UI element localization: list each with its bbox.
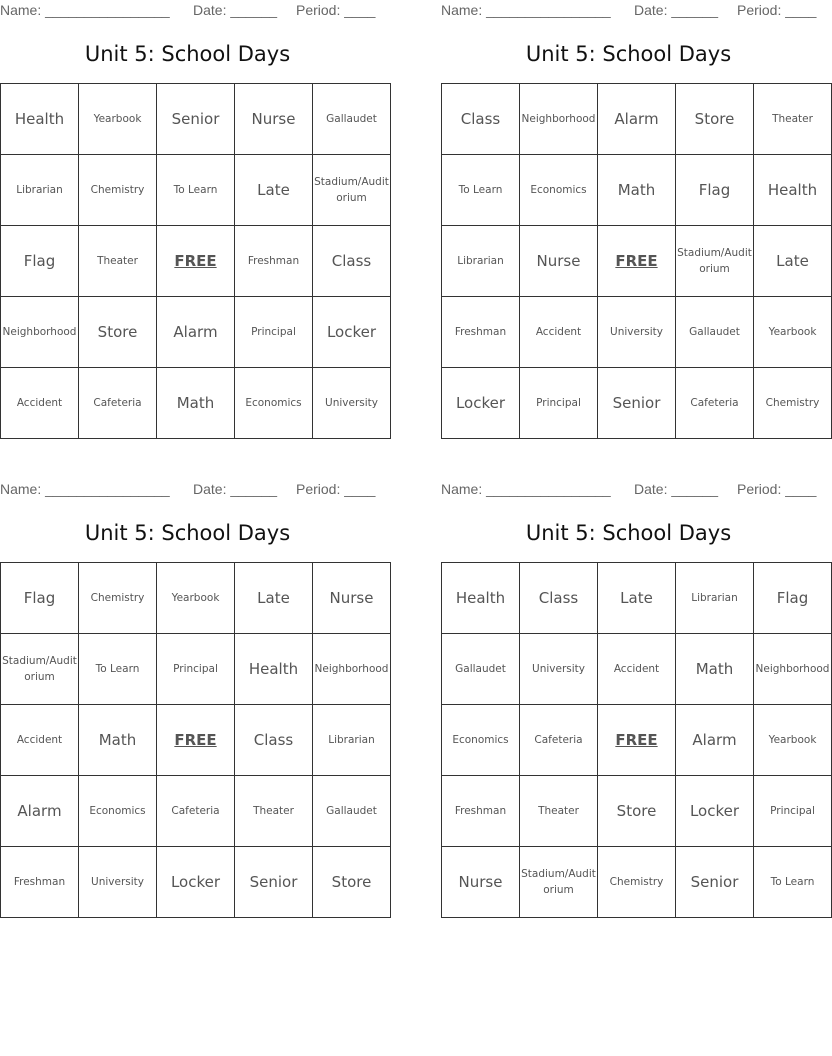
period-label: Period: ____ bbox=[296, 481, 376, 497]
bingo-row bbox=[1, 368, 391, 439]
bingo-cell: Neighborhood bbox=[1, 297, 79, 368]
bingo-row bbox=[1, 84, 391, 155]
bingo-row bbox=[442, 634, 832, 705]
bingo-row bbox=[1, 155, 391, 226]
bingo-cell: Flag bbox=[1, 226, 79, 297]
bingo-cell: Theater bbox=[79, 226, 157, 297]
bingo-cell: Accident bbox=[1, 705, 79, 776]
bingo-cell: Theater bbox=[520, 776, 598, 847]
card-title: Unit 5: School Days bbox=[84, 521, 291, 545]
bingo-cell: Store bbox=[79, 297, 157, 368]
bingo-cell: Flag bbox=[676, 155, 754, 226]
bingo-cell: Principal bbox=[157, 634, 235, 705]
bingo-row bbox=[442, 368, 832, 439]
bingo-cell: Gallaudet bbox=[313, 84, 391, 155]
bingo-cell: Senior bbox=[235, 847, 313, 918]
bingo-cell: Late bbox=[598, 563, 676, 634]
bingo-grid bbox=[441, 83, 832, 439]
bingo-cell: Health bbox=[442, 563, 520, 634]
bingo-cell: Stadium/Auditorium bbox=[1, 634, 79, 705]
header-line bbox=[0, 0, 375, 22]
bingo-cell: Health bbox=[1, 84, 79, 155]
card-title: Unit 5: School Days bbox=[525, 521, 732, 545]
bingo-cell: Cafeteria bbox=[520, 705, 598, 776]
bingo-cell: Store bbox=[676, 84, 754, 155]
bingo-cell: Math bbox=[157, 368, 235, 439]
bingo-cell: Class bbox=[313, 226, 391, 297]
bingo-cell: Alarm bbox=[157, 297, 235, 368]
period-label: Period: ____ bbox=[737, 481, 817, 497]
bingo-cell: Chemistry bbox=[754, 368, 832, 439]
bingo-row bbox=[442, 847, 832, 918]
bingo-cell: Cafeteria bbox=[157, 776, 235, 847]
bingo-cell: Stadium/Auditorium bbox=[676, 226, 754, 297]
bingo-cell: Nurse bbox=[442, 847, 520, 918]
bingo-cell: Gallaudet bbox=[313, 776, 391, 847]
bingo-cell: Math bbox=[676, 634, 754, 705]
bingo-cell: Late bbox=[754, 226, 832, 297]
bingo-cell: Economics bbox=[520, 155, 598, 226]
bingo-cell: Nurse bbox=[235, 84, 313, 155]
bingo-row bbox=[442, 776, 832, 847]
date-label: Date: ______ bbox=[634, 2, 719, 18]
bingo-cell: Gallaudet bbox=[676, 297, 754, 368]
bingo-cell: Theater bbox=[754, 84, 832, 155]
bingo-row bbox=[442, 226, 832, 297]
bingo-cell: Gallaudet bbox=[442, 634, 520, 705]
name-label: Name: ________________ bbox=[0, 2, 170, 18]
period-label: Period: ____ bbox=[296, 2, 376, 18]
bingo-cell: Principal bbox=[235, 297, 313, 368]
bingo-cell: University bbox=[313, 368, 391, 439]
bingo-cell: To Learn bbox=[79, 634, 157, 705]
bingo-cell: University bbox=[520, 634, 598, 705]
bingo-cell: Class bbox=[442, 84, 520, 155]
bingo-cell: Librarian bbox=[442, 226, 520, 297]
bingo-cell: Freshman bbox=[1, 847, 79, 918]
bingo-row bbox=[442, 563, 832, 634]
bingo-cell: Health bbox=[754, 155, 832, 226]
bingo-cell: Class bbox=[235, 705, 313, 776]
card-title: Unit 5: School Days bbox=[525, 42, 732, 66]
bingo-cell: Librarian bbox=[313, 705, 391, 776]
bingo-cell: Nurse bbox=[520, 226, 598, 297]
bingo-cell: Theater bbox=[235, 776, 313, 847]
bingo-row bbox=[1, 563, 391, 634]
bingo-row bbox=[1, 847, 391, 918]
free-space: FREE bbox=[598, 226, 676, 297]
free-space: FREE bbox=[157, 705, 235, 776]
name-label: Name: ________________ bbox=[0, 481, 170, 497]
bingo-cell: Neighborhood bbox=[313, 634, 391, 705]
bingo-cell: Accident bbox=[1, 368, 79, 439]
bingo-cell: Freshman bbox=[442, 297, 520, 368]
bingo-cell: Stadium/Auditorium bbox=[313, 155, 391, 226]
bingo-cell: To Learn bbox=[442, 155, 520, 226]
bingo-grid bbox=[441, 562, 832, 918]
bingo-row bbox=[442, 297, 832, 368]
bingo-cell: Math bbox=[598, 155, 676, 226]
header-line bbox=[441, 0, 816, 22]
bingo-cell: Chemistry bbox=[79, 155, 157, 226]
bingo-cell: Locker bbox=[676, 776, 754, 847]
free-space: FREE bbox=[598, 705, 676, 776]
bingo-cell: Locker bbox=[313, 297, 391, 368]
bingo-cell: Principal bbox=[520, 368, 598, 439]
bingo-cell: Store bbox=[313, 847, 391, 918]
bingo-cell: Neighborhood bbox=[754, 634, 832, 705]
bingo-cell: University bbox=[598, 297, 676, 368]
bingo-cell: Economics bbox=[442, 705, 520, 776]
bingo-cell: University bbox=[79, 847, 157, 918]
bingo-cell: Locker bbox=[157, 847, 235, 918]
bingo-row bbox=[1, 297, 391, 368]
bingo-cell: Senior bbox=[157, 84, 235, 155]
bingo-row bbox=[442, 705, 832, 776]
bingo-cell: Freshman bbox=[442, 776, 520, 847]
bingo-cell: Nurse bbox=[313, 563, 391, 634]
bingo-cell: Health bbox=[235, 634, 313, 705]
bingo-cell: Yearbook bbox=[79, 84, 157, 155]
date-label: Date: ______ bbox=[634, 481, 719, 497]
bingo-cell: Stadium/Auditorium bbox=[520, 847, 598, 918]
header-line bbox=[0, 479, 375, 501]
bingo-row bbox=[442, 84, 832, 155]
bingo-card-2 bbox=[441, 0, 820, 440]
name-label: Name: ________________ bbox=[441, 481, 611, 497]
bingo-row bbox=[1, 634, 391, 705]
bingo-cell: Locker bbox=[442, 368, 520, 439]
free-space: FREE bbox=[157, 226, 235, 297]
bingo-cell: To Learn bbox=[157, 155, 235, 226]
bingo-card-3 bbox=[0, 479, 389, 919]
bingo-cell: Yearbook bbox=[754, 297, 832, 368]
header-line bbox=[441, 479, 816, 501]
bingo-cell: Math bbox=[79, 705, 157, 776]
bingo-grid bbox=[0, 562, 391, 918]
bingo-cell: Chemistry bbox=[598, 847, 676, 918]
bingo-row bbox=[1, 705, 391, 776]
bingo-cell: Alarm bbox=[1, 776, 79, 847]
bingo-cell: Store bbox=[598, 776, 676, 847]
bingo-cell: Class bbox=[520, 563, 598, 634]
bingo-cell: Economics bbox=[79, 776, 157, 847]
bingo-cell: Accident bbox=[520, 297, 598, 368]
bingo-row bbox=[1, 226, 391, 297]
bingo-cell: To Learn bbox=[754, 847, 832, 918]
period-label: Period: ____ bbox=[737, 2, 817, 18]
bingo-card-4 bbox=[441, 479, 830, 919]
date-label: Date: ______ bbox=[193, 481, 278, 497]
bingo-grid bbox=[0, 83, 391, 439]
bingo-cell: Late bbox=[235, 563, 313, 634]
bingo-row bbox=[442, 155, 832, 226]
bingo-cell: Librarian bbox=[676, 563, 754, 634]
bingo-cell: Flag bbox=[1, 563, 79, 634]
bingo-cell: Cafeteria bbox=[79, 368, 157, 439]
bingo-card-1 bbox=[0, 0, 389, 440]
bingo-cell: Librarian bbox=[1, 155, 79, 226]
bingo-cell: Yearbook bbox=[754, 705, 832, 776]
bingo-cell: Principal bbox=[754, 776, 832, 847]
card-title: Unit 5: School Days bbox=[84, 42, 291, 66]
date-label: Date: ______ bbox=[193, 2, 278, 18]
bingo-cell: Accident bbox=[598, 634, 676, 705]
bingo-cell: Flag bbox=[754, 563, 832, 634]
bingo-cell: Economics bbox=[235, 368, 313, 439]
bingo-cell: Senior bbox=[598, 368, 676, 439]
bingo-cell: Neighborhood bbox=[520, 84, 598, 155]
bingo-cell: Yearbook bbox=[157, 563, 235, 634]
bingo-cell: Freshman bbox=[235, 226, 313, 297]
bingo-cell: Alarm bbox=[598, 84, 676, 155]
bingo-cell: Cafeteria bbox=[676, 368, 754, 439]
bingo-cell: Late bbox=[235, 155, 313, 226]
bingo-cell: Senior bbox=[676, 847, 754, 918]
bingo-cell: Alarm bbox=[676, 705, 754, 776]
bingo-row bbox=[1, 776, 391, 847]
bingo-cell: Chemistry bbox=[79, 563, 157, 634]
name-label: Name: ________________ bbox=[441, 2, 611, 18]
